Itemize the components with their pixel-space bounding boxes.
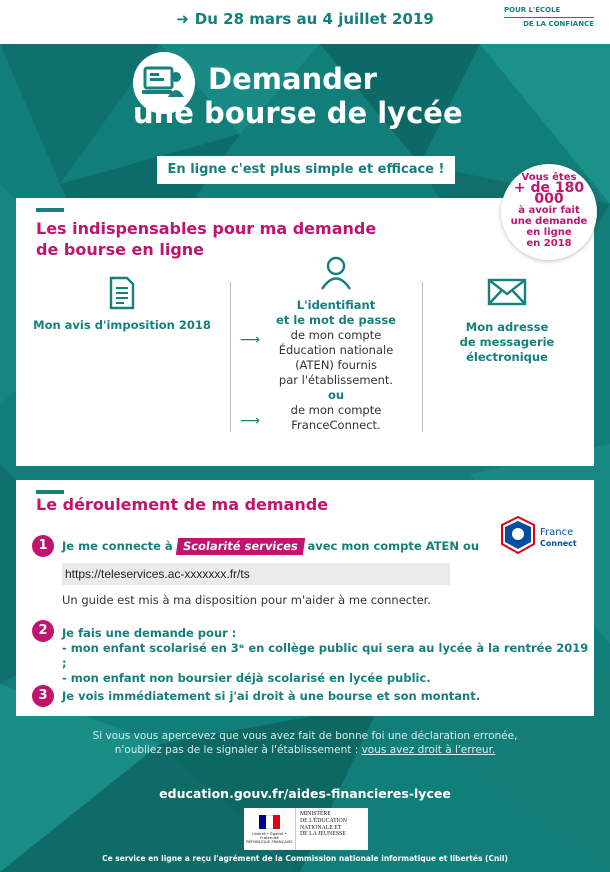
svg-text:France: France bbox=[540, 527, 574, 538]
step-3-text: Je vois immédiatement si j'ai droit à une bourse et son montant. bbox=[62, 689, 481, 703]
credentials-item: L'identifiant et le mot de passe de mon compte Éducation nationale (ATEN) fournis par l'établissement. ou de mon compte FranceConnect. bbox=[238, 256, 434, 433]
process-card bbox=[16, 480, 594, 716]
step-number: 3 bbox=[32, 685, 54, 707]
republique-francaise-logo: Liberté • Égalité • Fraternité RÉPUBLIQUE FRANÇAISE bbox=[244, 808, 296, 850]
brand-logo: POUR L'ÉCOLE DE LA CONFIANCE bbox=[504, 6, 594, 28]
guide-text: Un guide est mis à ma disposition pour m'aider à me connecter. bbox=[62, 593, 432, 607]
ministry-logo bbox=[244, 808, 368, 850]
step-number: 2 bbox=[32, 620, 54, 642]
error-notice: Si vous vous apercevez que vous avez fait de bonne foi une déclaration erronée, n'oubliez pas de le signaler à l'établissement : vous avez droit à l'erreur. bbox=[92, 730, 518, 756]
essentials-heading: Les indispensables pour ma demande de bourse en ligne bbox=[36, 219, 377, 259]
step-number: 1 bbox=[32, 535, 54, 557]
franceconnect-logo[interactable] bbox=[500, 516, 592, 556]
svg-text:Connect: Connect bbox=[540, 539, 577, 548]
arrow-right-icon: ⟶ bbox=[240, 332, 261, 348]
right-to-error-link[interactable]: vous avez droit à l'erreur. bbox=[361, 744, 496, 756]
arrow-right-icon: ⟶ bbox=[240, 413, 261, 429]
user-icon bbox=[320, 256, 352, 290]
accent-bar bbox=[36, 208, 64, 212]
email-item: Mon adresse de messagerie électronique bbox=[422, 278, 592, 365]
subtitle-banner: En ligne c'est plus simple et efficace ! bbox=[157, 156, 455, 184]
scolarite-services-link[interactable]: Scolarité services bbox=[175, 538, 304, 555]
french-flag-icon bbox=[259, 815, 281, 829]
page-title: Demander une bourse de lycée bbox=[133, 62, 463, 130]
document-icon bbox=[109, 276, 135, 310]
tax-notice-item: Mon avis d'imposition 2018 bbox=[22, 276, 222, 333]
cnil-notice: Ce service en ligne a reçu l'agrément de la Commission nationale informatique et libertés (Cnil) bbox=[102, 854, 508, 863]
statistics-badge: Vous êtes + de 180 000 à avoir fait une demande en ligne en 2018 bbox=[501, 164, 597, 260]
campaign-dates: ➜ Du 28 mars au 4 juillet 2019 bbox=[176, 10, 434, 28]
envelope-icon bbox=[487, 278, 527, 306]
ministry-name: MINISTÈRE DE L'ÉDUCATION NATIONALE ET DE LA JEUNESSE bbox=[300, 811, 347, 838]
step-2-text: Je fais une demande pour : - mon enfant scolarisé en 3ᵉ en collège public qui sera au lycée à la rentrée 2019 ; - mon enfant non boursier déjà scolarisé en lycée public. bbox=[62, 626, 589, 685]
step-1-text: Je me connecte à Scolarité services avec mon compte ATEN ou bbox=[62, 539, 480, 553]
teleservices-url[interactable]: https://teleservices.ac-xxxxxxx.fr/ts bbox=[62, 563, 450, 585]
process-heading: Le déroulement de ma demande bbox=[36, 495, 329, 514]
website-link[interactable]: education.gouv.fr/aides-financieres-lycee bbox=[159, 786, 451, 801]
column-divider bbox=[230, 282, 231, 432]
arrow-right-icon: ➜ bbox=[176, 10, 189, 28]
